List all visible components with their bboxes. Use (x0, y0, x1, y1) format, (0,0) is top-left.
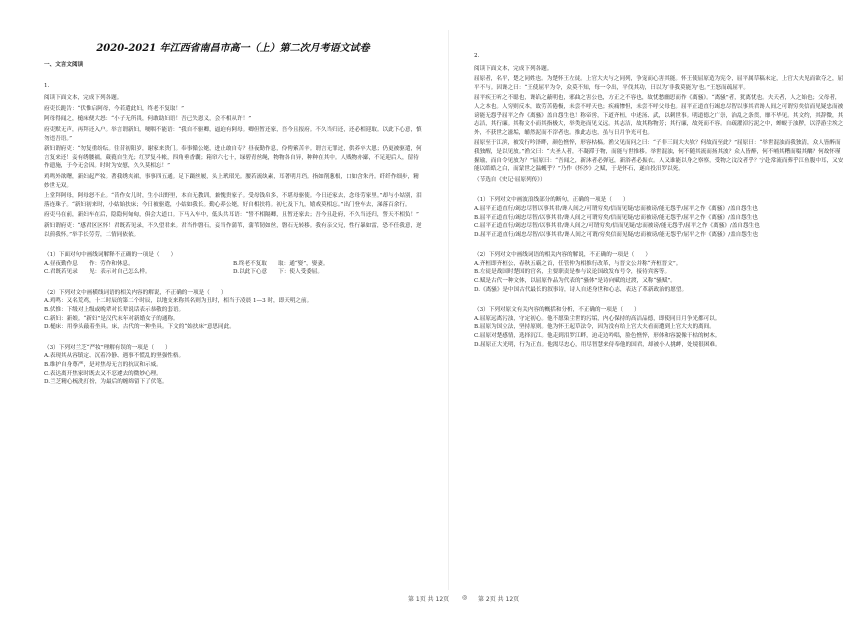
option: D.以此下心意 下：使人受委屈。 (233, 269, 323, 276)
passage-paragraph: 屈原至于江滨，被发行吟泽畔，颜色憔悴，形容枯槁。渔父见而问之曰：“子非三闾大夫欤？何故而至此？”屈原曰：“举世混浊而我独清，众人皆醉而我独醒，是以见放。”渔父曰：“夫圣人者，不凝滞于物，而能与世推移。举世混浊，何不随其流而扬其波？众人皆醉，何不哺其糟而啜其醨？何故怀瑾握瑜，而自令见放为？”屈原曰：“吾闻之，新沐者必弹冠，新浴者必振衣。人又谁能以身之察察，受物之汶汶者乎？宁赴常流而葬乎江鱼腹中耳，又安能以皓皓之白，而蒙世之温蠖乎？”乃作《怀沙》之赋，于是怀石，遂自投汨罗以死。 (474, 140, 844, 173)
option: A.齐桓即齐桓公，春秋五霸之首，任管仲为相推行改革，与晋文公并称“齐桓晋文”。 (474, 260, 682, 267)
option: C.表达离开焦家时既去又不忍遽去的微妙心理。 (44, 370, 162, 377)
option: A.昼夜勤作息 作：劳作和休息。 (44, 260, 134, 267)
option: B.维护自身尊严，是对焦母无言的抗议和示威。 (44, 362, 162, 369)
passage-paragraph: 府吏长跪告：“伏惟启阿母，今若遣此妇，终老不复取！” (44, 105, 184, 112)
option: A.屈原远离污浊，守定初心。他不愿染尘世的污垢，内心保持的高洁品德，即使同日月争光都可以。 (474, 315, 721, 322)
option: B.屈原为国立法，坚持原则。他为怀王起草法令，因为没有给上官大夫看而遭到上官大夫的离间。 (474, 324, 715, 331)
option: D.《离骚》是中国古代最长的叙事诗，诗人自述身世和心志，表达了革新政治的愿望。 (474, 286, 688, 293)
footer-separator: ◎ (462, 594, 468, 601)
left-page-number: 第 1页 共 12页 (408, 596, 450, 603)
question-number: 1. (44, 82, 50, 89)
question-intro: 阅读下面文本，完成下列各题。 (44, 95, 123, 102)
option: D.兰芝精心梳洗打扮，为最后的缠绵留下了伏笔。 (44, 379, 168, 386)
document-title: 2020-2021 年江西省南昌市高一（上）第二次月考语文试卷 (96, 43, 370, 54)
passage-paragraph: 新妇谓府吏：“感君区区怀！君既若见录，不久望君来。君当作磐石，妾当作蒲苇，蒲苇韧如丝，磐石无转移。我有亲父兄，性行暴如雷，恐不任我意，逆以煎我怀。”举手长劳劳，二情同依依。 (44, 222, 422, 238)
option: B.伏惟：下级对上级或晚辈对长辈说话表示恭敬的套语。 (44, 307, 185, 314)
question-stem: （1）下列对文中画波浪线部分的断句，正确的一项是（ ） (474, 197, 629, 204)
passage-paragraph: 上堂拜阿母，阿母怒不止。“昔作女儿时，生小出野里，本自无教训，兼愧贵家子。受母钱帛多，不堪母驱使。今日还家去，念母劳家里。”却与小姑别，泪落连珠子。“新妇初来时，小姑始扶床；今日被驱遣，小姑如我长。勤心养公姥，好自相扶将。初七及下九，嬉戏莫相忘。”出门登车去，涕落百余行。 (44, 193, 422, 208)
right-page (474, 0, 846, 642)
passage-paragraph: 鸡鸣外欲曙，新妇起严妆。著我绣夹裙，事事四五通。足下蹑丝履，头上玳瑁光。腰若流纨素，耳著明月珰。指如削葱根，口如含朱丹。纤纤作细步，精妙世无双。 (44, 173, 419, 189)
question-intro: 阅读下面文本，完成下列各题。 (474, 65, 553, 72)
passage-paragraph: 府吏默无声，再拜还入户。举言谓新妇，哽咽不能语：“我自不驱卿，逼迫有阿母。卿但暂还家，吾今且报府。不久当归还，还必相迎取。以此下心意，慎勿违吾语。” (44, 126, 422, 142)
page-footer (0, 591, 860, 605)
option: C.君既若见录 见：表示对自己怎么样。 (44, 269, 151, 276)
option: C.屈原对楚感情，选择沉江。他走到泪罗江畔，迫走边吟唱，脸色憔悴，形体和容貌像干枯的树木。 (474, 333, 721, 340)
option: D.槌床：用拳头敲着坐具。床，古代的一种坐具。下文的“始扶床”意思同此。 (44, 324, 235, 331)
passage-paragraph: 屈平疾王听之不聪也，谗谄之蔽明也，邪曲之害公也，方正之不容也，故忧愁幽思而作《离骚》。“离骚”者，犹离忧也。夫天者，人之始也；父母者，人之本也。人穷则反本，故劳苦倦极，未尝不呼天也；疾痛惨怛，未尝不呼父母也。屈平正道直行竭忠尽智以事其君谗人间之可谓穷矣信而见疑忠而被谤能无怨乎屈平之作《离骚》盖自怨生也！称帝喾，下道齐桓，中述汤、武，以刺世事。明道德之广崇，治乱之条贯，靡不毕见。其文约，其辞微，其志洁，其行廉。其称文小而其指极大，举类迩而见义远。其志洁，故其称物芳；其行廉，故死而不容。自疏濯淖污泥之中，蝉蜕于浊秽，以浮游尘埃之外，不获世之滋垢，皭然泥而不滓者也。推此志也，虽与日月争光可也。 (474, 95, 844, 136)
passage-paragraph: 阿母得闻之，槌床便大怒：“小子无所畏，何敢助妇语！吾已失恩义，会不相从许！” (44, 116, 252, 123)
option-row (44, 268, 422, 277)
question-stem: （2）下列对文中画横线词语的相关内容的解说，不正确的一项是（ ） (44, 289, 227, 296)
passage-paragraph: 新妇谓府吏：“勿复重纷纭。往昔初阳岁，谢家来贵门。奉事循公姥，进止敢自专？昼夜勤作息，伶俜萦苦辛。谓言无罪过，供养卒大恩；仍更被驱遣，何言复来还！妾有绣腰襦，葳蕤自生光；红罗复斗帐，四角垂香囊；箱帘六七十，绿碧青丝绳，物物各自异，种种在其中。人贱物亦鄙，不足迎后人，留待作遗施，于今无会因。时时为安慰，久久莫相忘！” (44, 146, 422, 170)
question-stem: （1）下面对句中画线词解释不正确的一项是（ ） (44, 252, 177, 259)
question-stem: （2）下列对文中画线词语的相关内容的解说，不正确的一项是（ ） (474, 252, 651, 259)
option: A.表现其从容镇定、沉着冷静、遇事不慌乱的坚强性格。 (44, 353, 185, 360)
right-page-number: 第 2页 共 12页 (478, 596, 520, 603)
column-divider (448, 30, 449, 590)
option: D.屈原正大光明，行为正直。他渴尽忠心，用尽智慧来侍奉他的国君，却被小人挑衅，处境很困难。 (474, 341, 721, 348)
option: A.鸡鸣：又名荒鸡，十二时辰的第二个时辰，以地支来称其名则为丑时，相当于凌晨 1—3 时，即天明之前。 (44, 298, 313, 305)
section-heading: 一、文言文阅读 (44, 62, 84, 68)
passage-source: （节选自《史记·屈原列传》） (474, 176, 546, 183)
option: C.赋是古代一种文体，以屈原作品为代表的“骚体”是诗向赋的过渡，又称“骚赋”。 (474, 278, 676, 285)
option: A.屈平正道直行/竭忠尽智以事其君/谗人间之/可谓穷矣/信而见疑/忠而被谤/能无怨乎/屈平之作《离骚》/盖自怨生也 (474, 205, 758, 212)
question-number: 2. (474, 53, 480, 59)
option-row (44, 260, 422, 269)
option: D.屈平正道直行/竭忠尽智/以事其君/谗人间之可谓/穷矣信而见疑/忠而被谤/能无怨乎/屈平之作《离骚》/盖自怨生也 (474, 231, 759, 238)
passage-paragraph: 府吏马在前，新妇车在后，隐隐何甸甸，俱会大道口。下马入车中，低头共耳语：“誓不相隔卿，且暂还家去；吾今且赴府，不久当还归，誓天不相负！” (44, 212, 419, 219)
option: B.左徒是战国时楚国的官名，主要职责是参与议论国政发布号令，接待宾客等。 (474, 269, 671, 276)
left-page (44, 0, 422, 590)
option: C.新妇：新娘。“新妇”是汉代末年对新婚女子的通称。 (44, 315, 179, 322)
option: C.屈平正道直行/竭忠尽智/以事其君/谗人间之/可谓穷矣/信而见疑/忠而被谤/能无怨乎/屈平之作《离骚》/盖自怨生也 (474, 223, 760, 230)
passage-paragraph: 屈原者，名平，楚之同姓也。为楚怀王左徒。上官大夫与之同列，争宠而心害其能。怀王使屈原造为宪令，屈平属草稿未定，上官大夫见而欲夺之，屈平不与。因谗之曰：“王使屈平为令，众莫不知，每一令出，平伐其功，曰以为‘非我莫能为’也。”王怒而疏屈平。 (474, 76, 844, 91)
option: B.屈平正道直行/竭忠尽智/以事其君/谗人间之可谓穷矣/信而见疑/忠而被谤/能无怨乎/屈平之作《离骚》/盖自怨生也 (474, 214, 758, 221)
question-stem: （3）下列对原文有关内容的概括和分析，不正确的一项是（ ） (474, 307, 640, 314)
question-stem: （3）下列对兰芝“严妆”理解有误的一项是（ ） (44, 344, 171, 351)
option: B.终老不复取 取：通“娶”，娶妻。 (233, 260, 329, 267)
